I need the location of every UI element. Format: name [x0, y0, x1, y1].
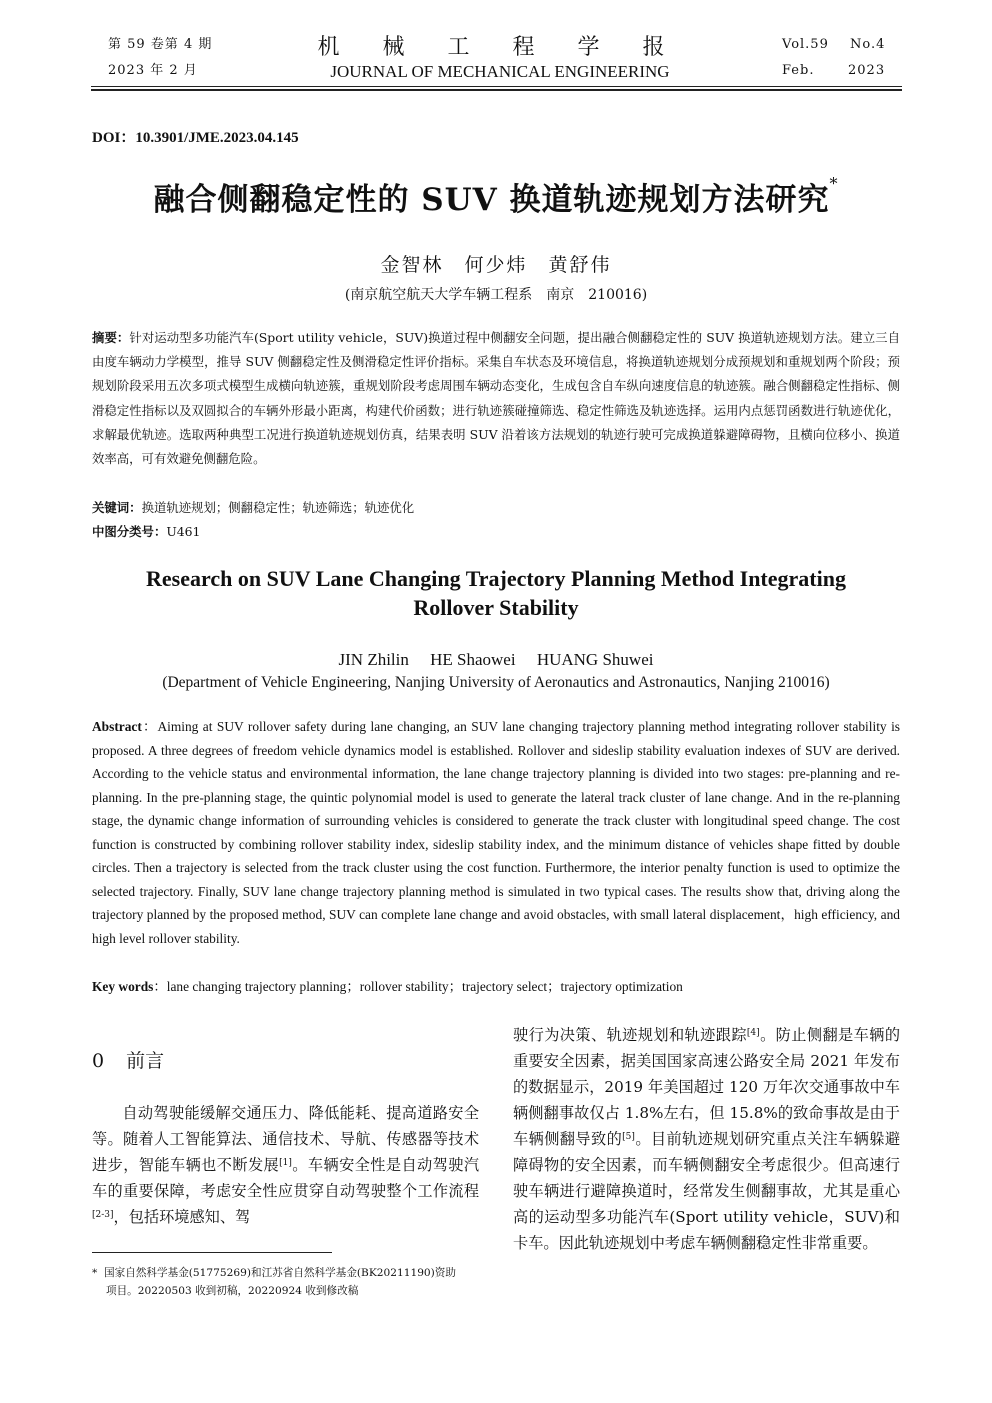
keywords-en — [92, 975, 900, 999]
footnote-mark: * — [92, 1267, 98, 1279]
paper-title-cn: 融合侧翻稳定性的 SUV 换道轨迹规划方法研究* — [153, 174, 839, 218]
section-heading — [92, 1046, 164, 1073]
journal-title-en: JOURNAL OF MECHANICAL ENGINEERING — [330, 62, 670, 81]
journal-title-cn: 机 械 工 程 学 报 — [317, 35, 683, 60]
month-en: Feb. — [782, 63, 815, 78]
keywords-cn-label: 关键词： — [92, 500, 142, 515]
abstract-cn-text: 针对运动型多功能汽车(Sport utility vehicle，SUV)换道过程中侧翻安全问题，提出融合侧翻稳定性的 SUV 换道轨迹规划方法。建立三自由度车辆动力学模型，推导 SUV 侧翻稳定性及侧滑稳定性评价指标。采集自车状态及环境信息，将换道轨迹规划分成预规划和重规划两个阶段；预规划阶段采用五次多项式模型生成横向轨迹簇，重规划阶段考虑周围车辆动态变化，生成包含自车纵向速度信息的轨迹簇。融合侧翻稳定性指标、侧滑稳定性指标以及双圆拟合的车辆外形最小距离，构建代价函数；进行轨迹簇碰撞筛选、稳定性筛选及轨迹选择。运用内点惩罚函数进行轨迹优化，求解最优轨迹。选取两种典型工况进行换道轨迹规划仿真，结果表明 SUV 沿着该方法规划的轨迹行驶可完成换道躲避障碍物，且横向位移小、换道效率高，可有效避免侧翻危险。 — [92, 330, 900, 467]
authors-cn: 金智林 何少炜 黄舒伟 — [380, 254, 612, 276]
citation-5: [5] — [622, 1132, 635, 1142]
abstract-cn-label: 摘要： — [92, 330, 130, 345]
affiliation-en: (Department of Vehicle Engineering, Nanjing University of Aeronautics and Astronautics, Nanjing 210016) — [162, 674, 830, 691]
header-rule-thin — [91, 86, 902, 87]
doi: DOI：10.3901/JME.2023.04.145 — [92, 130, 299, 146]
paper-title-en — [60, 564, 932, 622]
abstract-en: Abstract：Aiming at SUV rollover safety during lane changing, an SUV lane changing trajectory planning method integrating rollover stability is proposed. A three degrees of freedom vehicle dynamics model is established. Rollover and sideslip stability evaluation indexes of SUV are derived. According to the vehicle status and environmental information, the lane change trajectory planning is divided into two stages: pre-planning and re-planning. In the pre-planning stage, the quintic polynomial model is used to generate the lateral track cluster of lane change. And in the re-planning stage, the dynamic change information of surrounding vehicles is considered to generate the track cluster with longitudinal speed change. The cost function is constructed by combining rollover stability index, sideslip stability index, and the minimum distance of vehicles shape fitted by double circles. Then a trajectory is selected from the track cluster using the cost function. Furthermore, the interior penalty function is used to optimize the selected trajectory. Finally, SUV lane change trajectory planning method is simulated in two typical cases. The results show that, driving along the trajectory planned by the proposed method, SUV can complete lane change and avoid obstacles, with small lateral displacement，high efficiency, and high level rollover stability. — [92, 719, 900, 946]
paper-title-en-line2: Rollover Stability — [413, 595, 579, 620]
footnote-rule — [92, 1252, 332, 1253]
abstract-en-label: Abstract — [92, 719, 142, 734]
footnote-line1: 国家自然科学基金(51775269)和江苏省自然科学基金(BK20211190)资助 — [104, 1267, 456, 1279]
issue-en: No.4 — [850, 37, 886, 52]
section-number: 0 — [92, 1050, 105, 1072]
footnote-line2: 项目。20220503 收到初稿，20220924 收到修改稿 — [106, 1285, 359, 1297]
footnote — [92, 1264, 492, 1300]
classification-label: 中图分类号： — [92, 524, 167, 539]
volume-issue-cn: 第 59 卷第 4 期 — [108, 37, 213, 52]
header-rule-thick — [91, 89, 902, 91]
volume-en: Vol.59 — [782, 37, 829, 52]
section-title: 前言 — [126, 1050, 165, 1072]
date-cn: 2023 年 2 月 — [108, 63, 198, 78]
affiliation-cn: (南京航空航天大学车辆工程系 南京 210016) — [344, 287, 648, 303]
intro-paragraph-left: 自动驾驶能缓解交通压力、降低能耗、提高道路安全等。随着人工智能算法、通信技术、导航、传感器等技术进步，智能车辆也不断发展[1]。车辆安全性是自动驾驶汽车的重要保障，考虑安全性应贯穿自动驾驶整个工作流程[2-3]，包括环境感知、驾 — [92, 1104, 479, 1226]
abstract-cn — [92, 326, 900, 471]
classification-code: U461 — [166, 524, 201, 539]
keywords-en-text: ：lane changing trajectory planning；rollover stability；trajectory select；trajectory optimization — [153, 979, 683, 994]
authors-en: JIN Zhilin HE Shaowei HUANG Shuwei — [338, 650, 654, 669]
title-footnote-mark: * — [829, 174, 839, 193]
paper-title-en-line1: Research on SUV Lane Changing Trajectory Planning Method Integrating — [146, 566, 846, 591]
keywords-cn — [92, 496, 900, 520]
keywords-en-label: Key words — [92, 979, 154, 994]
classification-cn — [92, 520, 900, 544]
year-en: 2023 — [848, 63, 886, 78]
citation-4: [4] — [746, 1028, 760, 1038]
keywords-cn-text: 换道轨迹规划；侧翻稳定性；轨迹筛选；轨迹优化 — [141, 500, 415, 515]
intro-paragraph-right: 驶行为决策、轨迹规划和轨迹跟踪[4]。防止侧翻是车辆的重要安全因素，据美国国家高速公路安全局 2021 年发布的数据显示，2019 年美国超过 120 万年次交通事故中车辆侧翻事故仅占 1.8%左右，但 15.8%的致命事故是由于车辆侧翻导致的[5]。目前轨迹规划研究重点关注车辆躲避障碍物的安全因素，而车辆侧翻安全考虑很少。但高速行驶车辆进行避障换道时，经常发生侧翻事故，尤其是重心高的运动型多功能汽车(Sport utility vehicle，SUV)和卡车。因此轨迹规划中考虑车辆侧翻稳定性非常重要。 — [513, 1026, 900, 1252]
abstract-en-text: Aiming at SUV rollover safety during lane changing, an SUV lane changing trajectory planning method integrating rollover stability is proposed. A three degrees of freedom vehicle dynamics model is established. Rollover and sideslip stability evaluation indexes of SUV are derived. According to the vehicle status and environmental information, the lane change trajectory planning is divided into two stages: pre-planning and re-planning. In the pre-planning stage, the quintic polynomial model is used to generate the lateral track cluster of lane change. And in the re-planning stage, the dynamic change information of surrounding vehicles is considered to generate the track cluster with longitudinal speed change. The cost function is constructed by combining rollover stability index, sideslip stability index, and the minimum distance of vehicles shape fitted by double circles. Then a trajectory is selected from the track cluster using the cost function. Furthermore, the interior penalty function is used to optimize the selected trajectory. Finally, SUV lane change trajectory planning method is simulated in two typical cases. The results show that, driving along the trajectory planned by the proposed method, SUV can complete lane change and avoid obstacles, with small lateral displacement，high efficiency, and high level rollover stability. — [92, 719, 900, 946]
citation-1: [1] — [279, 1158, 292, 1168]
citation-2-3: [2-3] — [92, 1210, 114, 1220]
